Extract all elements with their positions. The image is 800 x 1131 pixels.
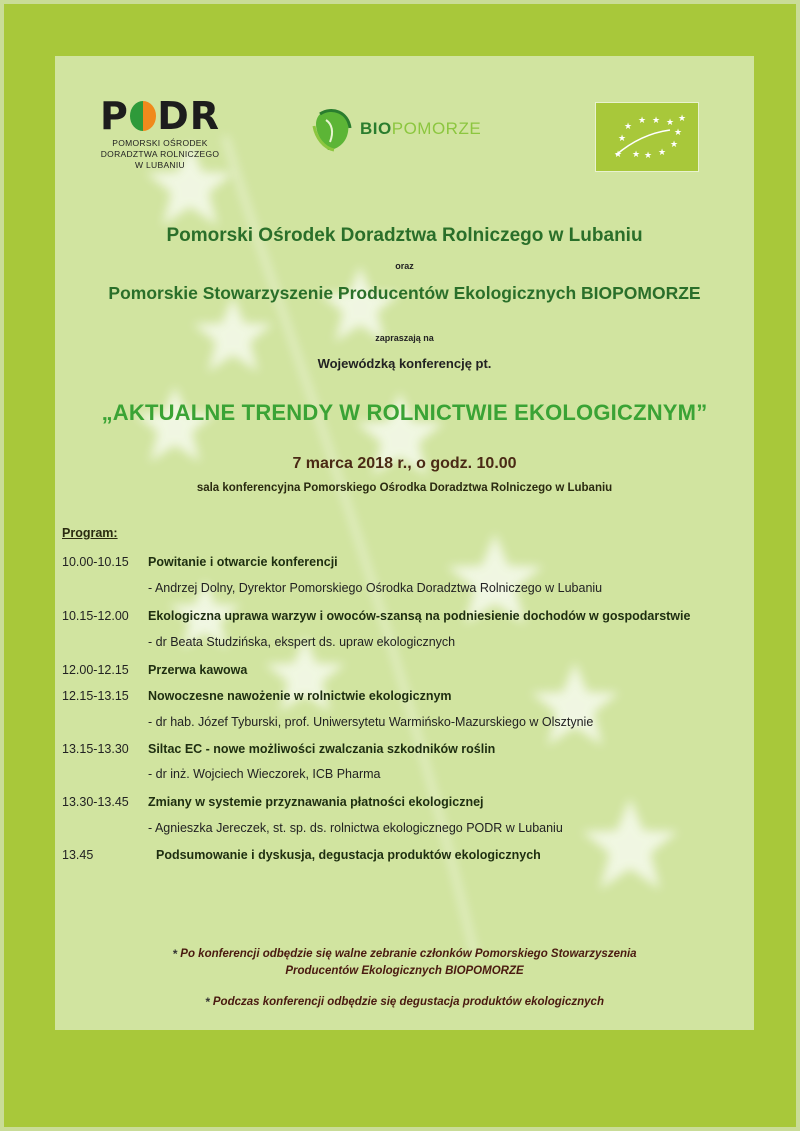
program-speaker: - Agnieszka Jereczek, st. sp. ds. rolnictwa ekologicznego PODR w Lubaniu <box>148 821 563 835</box>
podr-subtitle-line: W LUBANIU <box>135 160 185 170</box>
asterisk: * <box>172 947 178 961</box>
program-item <box>62 742 754 756</box>
program-topic: Podsumowanie i dyskusja, degustacja produktów ekologicznych <box>156 848 541 862</box>
program-speaker: - Andrzej Dolny, Dyrektor Pomorskiego Ośrodka Doradztwa Rolniczego w Lubaniu <box>148 581 603 595</box>
note-line: Producentów Ekologicznych BIOPOMORZE <box>285 965 524 977</box>
note-line: Po konferencji odbędzie się walne zebranie członków Pomorskiego Stowarzyszenia <box>180 948 637 960</box>
podr-logo <box>100 96 220 171</box>
program-label: Program: <box>62 526 118 540</box>
svg-text:★: ★ <box>638 116 647 126</box>
program-topic: Powitanie i otwarcie konferencji <box>148 555 338 569</box>
asterisk: * <box>205 995 210 1009</box>
podr-subtitle-line: DORADZTWA ROLNICZEGO <box>100 149 220 159</box>
podr-letters-dr: DR <box>157 94 220 138</box>
eu-organic-leaf-icon <box>595 102 699 172</box>
program-item <box>62 609 754 623</box>
svg-text:★: ★ <box>618 134 627 144</box>
svg-text:★: ★ <box>674 128 683 138</box>
svg-text:★: ★ <box>678 114 687 124</box>
event-venue: sala konferencyjna Pomorskiego Ośrodka Doradztwa Rolniczego w Lubaniu <box>196 482 613 494</box>
program-item <box>62 555 754 569</box>
program-time: 12.00-12.15 <box>62 663 129 677</box>
program-time: 10.00-10.15 <box>62 555 129 569</box>
event-date: 7 marca 2018 r., o godz. 10.00 <box>292 455 517 472</box>
program-topic: Ekologiczna uprawa warzyw i owoców-szansą na podniesienie dochodów w gospodarstwie <box>148 609 691 623</box>
svg-text:★: ★ <box>658 148 667 158</box>
event-type: Wojewódzką konferencję pt. <box>317 356 492 371</box>
poster-panel <box>55 56 754 1030</box>
svg-text:★: ★ <box>632 150 641 160</box>
note-tasting <box>55 994 754 1011</box>
program-speaker: - dr Beata Studzińska, ekspert ds. upraw ekologicznych <box>148 635 456 649</box>
conjunction: oraz <box>395 261 414 271</box>
program-speaker: - dr inż. Wojciech Wieczorek, ICB Pharma <box>148 767 381 781</box>
program-time: 12.15-13.15 <box>62 689 129 703</box>
biopomorze-bold: BIO <box>360 119 392 138</box>
svg-text:★: ★ <box>652 116 661 126</box>
svg-text:★: ★ <box>614 150 623 160</box>
program-topic: Siltac EC - nowe możliwości zwalczania szkodników roślin <box>148 742 496 756</box>
organizer-2: Pomorskie Stowarzyszenie Producentów Ekologicznych BIOPOMORZE <box>108 283 701 303</box>
svg-text:★: ★ <box>666 118 675 128</box>
note-line: Podczas konferencji odbędzie się degustacja produktów ekologicznych <box>212 996 604 1008</box>
leaf-emblem-icon <box>310 106 352 152</box>
invite-text: zapraszają na <box>375 333 434 343</box>
biopomorze-light: POMORZE <box>391 119 482 138</box>
program-item <box>62 795 754 809</box>
poster-frame <box>4 4 796 1127</box>
svg-text:★: ★ <box>624 122 633 132</box>
podr-letter-p: P <box>100 94 129 138</box>
biopomorze-logo <box>310 106 481 152</box>
program-topic: Przerwa kawowa <box>148 663 248 677</box>
program-topic: Zmiany w systemie przyznawania płatności ekologicznej <box>148 795 484 809</box>
svg-text:★: ★ <box>670 140 679 150</box>
program-item <box>62 689 754 703</box>
podr-subtitle-line: POMORSKI OŚRODEK <box>112 138 208 148</box>
wheat-icon <box>130 101 156 131</box>
program-time: 13.30-13.45 <box>62 795 129 809</box>
svg-text:★: ★ <box>644 151 653 161</box>
conference-title: „AKTUALNE TRENDY W ROLNICTWIE EKOLOGICZNYM” <box>101 400 708 425</box>
program-time: 13.15-13.30 <box>62 742 129 756</box>
program-time: 10.15-12.00 <box>62 609 129 623</box>
program-time: 13.45 <box>62 848 94 862</box>
program-topic: Nowoczesne nawożenie w rolnictwie ekologicznym <box>148 689 452 703</box>
program-item <box>62 848 754 862</box>
organizer-1: Pomorski Ośrodek Doradztwa Rolniczego w Lubaniu <box>166 225 643 246</box>
program-speaker: - dr hab. Józef Tyburski, prof. Uniwersytetu Warmińsko-Mazurskiego w Olsztynie <box>148 715 594 729</box>
program-item <box>62 663 754 677</box>
note-general-meeting <box>55 946 754 980</box>
